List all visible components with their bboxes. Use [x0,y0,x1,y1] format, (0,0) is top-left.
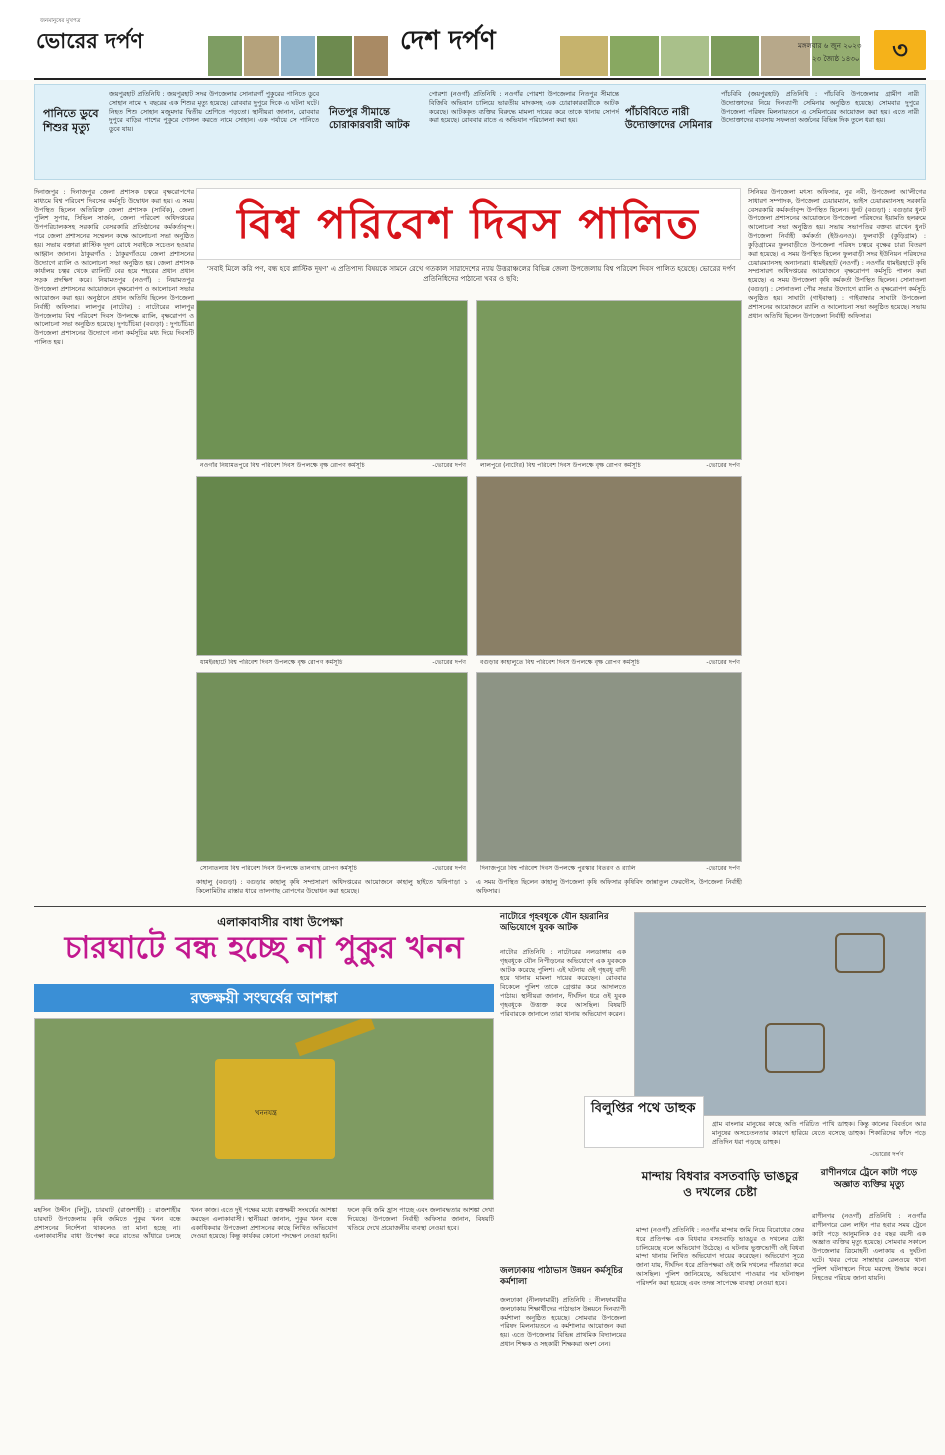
lead-photo-3-caption [200,659,466,667]
lead-photo-1-caption [200,462,466,470]
widow-body: মান্দা (নওগাঁ) প্রতিনিধি : নওগাঁর মান্দায় জমি নিয়ে বিরোধের জের ধরে প্রতিপক্ষ এক বিধবার বসতবাড়ি ভাঙচুর ও দখলের চেষ্টা চালিয়েছে বলে অভিযোগ উঠেছে। এ ঘটনায় ভুক্তভোগী ওই বিধবা মান্দা থানায় লিখিত অভিযোগ দায়ের করেছেন। অভিযোগ সূত্রে জানা যায়, দীর্ঘদিন ধরে প্রতিপক্ষরা ওই জমি দখলের পাঁয়তারা করে আসছিল। পুলিশ জানিয়েছে, অভিযোগ পাওয়ার পর ঘটনাস্থল পরিদর্শন করা হয়েছে এবং তদন্ত সাপেক্ষে ব্যবস্থা নেওয়া হবে। [636,1226,804,1287]
pond-body: মহসিন উদ্দীন (লিটু), চারঘাট (রাজশাহী) : রাজশাহীর চারঘাট উপজেলায় কৃষি জমিতে পুকুর খনন বন্ধে প্রশাসনের নির্দেশনা থাকলেও তা মানা হচ্ছে না। এলাকাবাসীর বাধা উপেক্ষা করে রাতের আঁধারে চলছে খনন কাজ। এতে দুই পক্ষের মধ্যে রক্তক্ষয়ী সংঘর্ষের আশঙ্কা করছেন এলাকাবাসী। স্থানীয়রা জানান, পুকুর খনন বন্ধে একাধিকবার উপজেলা প্রশাসনের কাছে লিখিত অভিযোগ দেওয়া হয়েছে। কিন্তু কার্যকর কোনো পদক্ষেপ নেওয়া হয়নি। ফলে কৃষি জমি হ্রাস পাচ্ছে এবং জলাবদ্ধতার আশঙ্কা দেখা দিয়েছে। উপজেলা নির্বাহী অফিসার জানান, বিষয়টি খতিয়ে দেখে প্রয়োজনীয় ব্যবস্থা নেওয়া হবে। [34,1206,494,1241]
lead-intro: ‘সবাই মিলে করি পণ, বন্ধ হবে প্লাস্টিক দূষণ’ এ প্রতিপাদ্য বিষয়কে সামনে রেখে গতকাল সারাদেশের ন্যায় উত্তরাঞ্চলের বিভিন্ন জেলা উপজেলায় বিশ্ব পরিবেশ দিবস পালিত হয়েছে। ভোরের দর্পণ প্রতিনিধিদের পাঠানো খবর ও ছবি: [206,265,736,284]
bird-cage-shape-2 [835,933,885,973]
lead-photo-2-credit: -ভোরের দর্পণ [706,462,740,469]
lead-photo-4 [476,476,742,656]
jaldhaka-body: জলঢাকা (নীলফামারী) প্রতিনিধি : নীলফামারীর জলঢাকায় শিক্ষার্থীদের পাঠাভাস উন্নয়নে দিনব্যাপী কর্মশালা অনুষ্ঠিত হয়েছে। সোমবার উপজেলা পরিষদ মিলনায়তনে এ কর্মশালার আয়োজন করা হয়। এতে উপজেলার বিভিন্ন প্রাথমিক বিদ্যালয়ের প্রধান শিক্ষক ও সহকারী শিক্ষকরা অংশ নেন। [500,1296,626,1349]
lead-photo-6-credit: -ভোরের দর্পণ [706,865,740,872]
lead-photo-3 [196,476,468,656]
lead-photo-1 [196,300,468,460]
bird-headline: বিলুপ্তির পথে ডাহুক [591,1101,696,1116]
bird-headline-box [584,1096,704,1148]
brief-3-headline: পাঁচবিবিতে নারী উদ্যোক্তাদের সেমিনার [625,107,713,131]
lead-photo-5 [196,672,468,862]
train-headline: রাণীনগরে ট্রেনে কাটা পড়ে অজ্ঞাত ব্যক্তির মৃত্যু [820,1168,918,1190]
lead-photo-4-caption [480,659,740,667]
lead-photo-2-caption [480,462,740,470]
date-line-1: মঙ্গলবার ৬ জুন ২০২৩ [798,42,862,50]
lead-photo-5-caption-text: সোনাতলায় বিশ্ব পরিবেশ দিবস উপলক্ষে তালগাছ রোপণ কর্মসূচি [200,865,357,872]
paper-name: ভোরের দর্পণ [36,28,144,53]
brief-2-body: পোরশা (নওগাঁ) প্রতিনিধি : নওগাঁর পোরশা উপজেলার নিতপুর সীমান্তে বিজিবি অভিযান চালিয়ে ভারতীয় মাদকসহ এক চোরাকারবারীকে আটক করেছে। আটককৃত ব্যক্তির বিরুদ্ধে মামলা দায়ের করে তাকে থানায় সোপর্দ করা হয়েছে। রোববার রাতে এ অভিযান পরিচালনা করা হয়। [429,90,619,125]
page-number-box [874,30,926,70]
lead-photo-5-caption [200,865,466,873]
lead-photo-1-caption-text: নওগাঁর নিয়ামতপুরে বিশ্ব পরিবেশ দিবস উপলক্ষে বৃক্ষ রোপণ কর্মসূচি [200,462,365,469]
pond-headline: চারঘাটে বন্ধ হচ্ছে না পুকুর খনন [64,930,464,966]
lead-headline: বিশ্ব পরিবেশ দিবস পালিত [237,198,700,248]
page-number: ৩ [892,34,908,64]
lead-photo-1-credit: -ভোরের দর্পণ [432,462,466,469]
pond-subhead: রক্তক্ষয়ী সংঘর্ষের আশঙ্কা [190,988,338,1007]
brief-strip [34,84,926,180]
date-line-2: ২৩ জ্যৈষ্ঠ ১৪৩০ [812,55,860,63]
lead-photo-6-caption-text: দিনাজপুরে বিশ্ব পরিবেশ দিবস উপলক্ষে পুরস্কার বিতরণ ও র‍্যালি [480,865,636,872]
lead-bottom-note-left: কাহালু (বগুড়া) : বগুড়ার কাহালু কৃষি সম্প্রসারণ অধিদপ্তরের আয়োজনে কাহালু ছাইতে ঋষিপাড়া ১ কিলোমিটার রাস্তার ধারে তালগাছ রোপণের উদ্বোধন করা হয়েছে। [196,878,468,895]
lead-photo-3-credit: -ভোরের দর্পণ [432,659,466,666]
lead-photo-5-credit: -ভোরের দর্পণ [432,865,466,872]
section-name: দেশ দর্পণ [400,26,496,56]
brief-2-headline: নিতপুর সীমান্তে চোরাকারবারী আটক [329,107,410,131]
bird-credit: -ভোরের দর্পণ [870,1151,904,1158]
excavator-arm [295,1018,375,1056]
section-divider [34,906,926,907]
lead-left-column: দিনাজপুর : দিনাজপুর জেলা প্রশাসক চত্বরে বৃক্ষরোপণের মাধ্যমে বিশ্ব পরিবেশ দিবসের কর্মসূচি উদ্বোধন করা হয়। এ সময় উপস্থিত ছিলেন অতিরিক্ত জেলা প্রশাসক (সার্বিক), জেলা পুলিশ সুপার, সিভিল সার্জন, জেলা পরিবেশ অধিদপ্তরের উপপরিচালকসহ সরকারি বেসরকারি প্রতিষ্ঠানের কর্মকর্তাবৃন্দ। পরে জেলা প্রশাসনের সম্মেলন কক্ষে আলোচনা সভা অনুষ্ঠিত হয়। সভায় বক্তারা প্লাস্টিক দূষণ রোধে সবাইকে সচেতন হওয়ার আহ্বান জানান। ঠাকুরগাঁও : ঠাকুরগাঁওয়ে জেলা প্রশাসনের উদ্যোগে র‍্যালি ও আলোচনা সভা অনুষ্ঠিত হয়। জেলা প্রশাসক কার্যালয় চত্বর থেকে র‍্যালিটি বের হয়ে শহরের প্রধান প্রধান সড়ক প্রদক্ষিণ করে। নিয়ামতপুর (নওগাঁ) : নিয়ামতপুর উপজেলা প্রশাসনের আয়োজনে বৃক্ষরোপণ ও আলোচনা সভার আয়োজন করা হয়। অনুষ্ঠানে প্রধান অতিথি ছিলেন উপজেলা নির্বাহী অফিসার। লালপুর (নাটোর) : নাটোরের লালপুর উপজেলায় বিশ্ব পরিবেশ দিবস উপলক্ষে র‍্যালি, বৃক্ষরোপণ ও আলোচনা সভা অনুষ্ঠিত হয়েছে। দুপচাঁচিয়া (বগুড়া) : দুপচাঁচিয়া উপজেলা প্রশাসনের উদ্যোগে নানা কর্মসূচির মধ্য দিয়ে দিবসটি পালিত হয়। [34,188,194,347]
masthead-rule [34,78,926,80]
masthead-photo-strip-left [208,36,388,76]
lead-photo-6 [476,672,742,862]
bird-cage-shape [765,1023,825,1073]
lead-photo-4-caption-text: বগুড়ার কাহালুতে বিশ্ব পরিবেশ দিবস উপলক্ষে বৃক্ষ রোপণ কর্মসূচি [480,659,640,666]
lead-photo-2 [476,300,742,460]
pond-subhead-box [34,984,494,1012]
natore-body: নাটোর প্রতিনিধি : নাটোরের নলডাঙ্গায় এক গৃহবধূকে যৌন নিপীড়নের অভিযোগে এক যুবককে আটক করেছে পুলিশ। এই ঘটনায় ওই গৃহবধূ বাদী হয়ে থানায় মামলা দায়ের করেছেন। রোববার বিকেলে পুলিশ তাকে গ্রেপ্তার করে আদালতে পাঠায়। স্থানীয়রা জানান, দীর্ঘদিন ধরে ওই যুবক গৃহবধূকে উত্ত্যক্ত করে আসছিল। বিষয়টি পরিবারকে জানালে তারা থানায় অভিযোগ করেন। [500,948,626,1018]
lead-photo-2-caption-text: লালপুরে (নাটোর) বিশ্ব পরিবেশ দিবস উপলক্ষে বৃক্ষ রোপণ কর্মসূচি [480,462,641,469]
lead-photo-4-credit: -ভোরের দর্পণ [706,659,740,666]
train-body: রাণীনগর (নওগাঁ) প্রতিনিধি : নওগাঁর রাণীনগরে রেল লাইন পার হবার সময় ট্রেনে কাটা পড়ে আনুমানিক ৫৫ বছর বয়সী এক অজ্ঞাত ব্যক্তির মৃত্যু হয়েছে। সোমবার সকালে উপজেলার ত্রিমোহনী এলাকায় এ দুর্ঘটনা ঘটে। খবর পেয়ে সান্তাহার রেলওয়ে থানা পুলিশ ঘটনাস্থলে গিয়ে মরদেহ উদ্ধার করে। নিহতের পরিচয় জানা যায়নি। [812,1212,926,1282]
bird-photo [634,912,926,1116]
jaldhaka-headline: জলঢাকায় পাঠাভাস উন্নয়ন কর্মসূচির কর্মশালা [500,1266,623,1288]
natore-headline: নাটোরে গৃহবধূকে যৌন হয়রানির অভিযোগে যুবক আটক [500,912,609,934]
brief-3-body: পাঁচবিবি (জয়পুরহাট) প্রতিনিধি : পাঁচবিবি উপজেলার গ্রামীণ নারী উদ্যোক্তাদের নিয়ে দিনব্যাপী সেমিনার অনুষ্ঠিত হয়েছে। সোমবার দুপুরে উপজেলা পরিষদ মিলনায়তনে এ সেমিনারের আয়োজন করা হয়। এতে নারী উদ্যোক্তাদের ব্যবসায় সফলতা অর্জনের বিভিন্ন দিক তুলে ধরা হয়। [721,90,919,125]
lead-bottom-note-right: এ সময় উপস্থিত ছিলেন কাহালু উপজেলা কৃষি অফিসার কৃষিবিদ জান্নাতুল ফেরদৌস, উপজেলা নির্বাহী অফিসার। [476,878,742,895]
lead-photo-3-caption-text: ধামইরহাটে বিশ্ব পরিবেশ দিবস উপলক্ষে বৃক্ষ রোপণ কর্মসূচি [200,659,343,666]
widow-headline: মান্দায় বিধবার বসতবাড়ি ভাঙচুর ও দখলের চেষ্টা [641,1169,799,1200]
pond-photo-label: খননযন্ত্র [255,1109,277,1117]
pond-photo [34,1018,494,1200]
lead-photo-6-caption [480,865,740,873]
paper-tagline: জনমানুষের মুখপত্র [40,18,81,24]
masthead [0,0,945,80]
brief-1-body: জয়পুরহাট প্রতিনিধি : জয়পুরহাট সদর উপজেলার সোনারগাঁ পুকুরের পানিতে ডুবে সোহান নামে ৭ বছরের এক শিশুর মৃত্যু হয়েছে। রোববার দুপুরে দিকে এ ঘটনা ঘটে। নিহত শিশু সোহান মজুমদার দ্বিতীয় শ্রেণিতে পড়তো। স্থানীয়রা জানান, রোববার দুপুরে বাড়ির পাশের পুকুরে গোসল করতে নামে সোহান। এক পর্যায়ে সে পানিতে ডুবে যায়। [109,90,319,134]
bird-body: গ্রাম বাংলার মানুষের কাছে অতি পরিচিত পাখি ডাহুক। কিন্তু কালের বিবর্তনে আর মানুষের অসচেতনতার কারণে হারিয়ে যেতে বসেছে ডাহুক। শিকারিদের ফাঁদে পড়ে প্রতিদিন ধরা পড়ছে ডাহুক। [712,1120,926,1146]
lead-right-column: সিনিয়র উপজেলা মৎস্য অফিসার, নুর নবী, উপজেলা আ'লীগের সাধারণ সম্পাদক, উপজেলা চেয়ারম্যান, ভাইস চেয়ারম্যানসহ সরকারি বেসরকারি কর্মকর্তাবৃন্দ উপস্থিত ছিলেন। ধুনট (বগুড়া) : বগুড়ার ধুনট উপজেলা প্রশাসনের আয়োজনে উপজেলা পরিষদের ইয়ামতি হলরুমে আলোচনা সভা অনুষ্ঠিত হয়। সভায় সভাপতির বক্তব্য রাখেন ধুনট উপজেলা নির্বাহী কর্মকর্তা (ইউএনও)। ফুলবাড়ী (কুড়িগ্রাম) : কুড়িগ্রামের ফুলবাড়ীতে উপজেলা পরিষদ চত্বরে বৃক্ষের চারা বিতরণ করা হয়েছে। এ সময় উপস্থিত ছিলেন ফুলবাড়ী সদর ইউনিয়ন পরিষদের চেয়ারম্যানসহ অন্যান্যরা। ধামইরহাট (নওগাঁ) : নওগাঁর ধামইরহাটে কৃষি সম্প্রসারণ অধিদপ্তরের আয়োজনে বৃক্ষরোপণ কর্মসূচি পালন করা হয়েছে। এ সময় উপজেলা কৃষি কর্মকর্তা উপস্থিত ছিলেন। সোনাতলা (বগুড়া) : সোনাতলা পৌর সভার উদ্যোগে র‍্যালি ও বৃক্ষরোপণ কর্মসূচি অনুষ্ঠিত হয়। সাঘাটা (গাইবান্ধা) : গাইবান্ধার সাঘাটা উপজেলা প্রশাসনের আয়োজনে র‍্যালি ও আলোচনা সভা অনুষ্ঠিত হয়েছে। সভায় প্রধান অতিথি ছিলেন উপজেলা নির্বাহী অফিসার। [748,188,926,320]
pond-kicker: এলাকাবাসীর বাধা উপেক্ষা [217,915,343,929]
brief-1-headline: পানিতে ডুবে শিশুর মৃত্যু [43,107,99,134]
lead-headline-box [196,188,741,260]
